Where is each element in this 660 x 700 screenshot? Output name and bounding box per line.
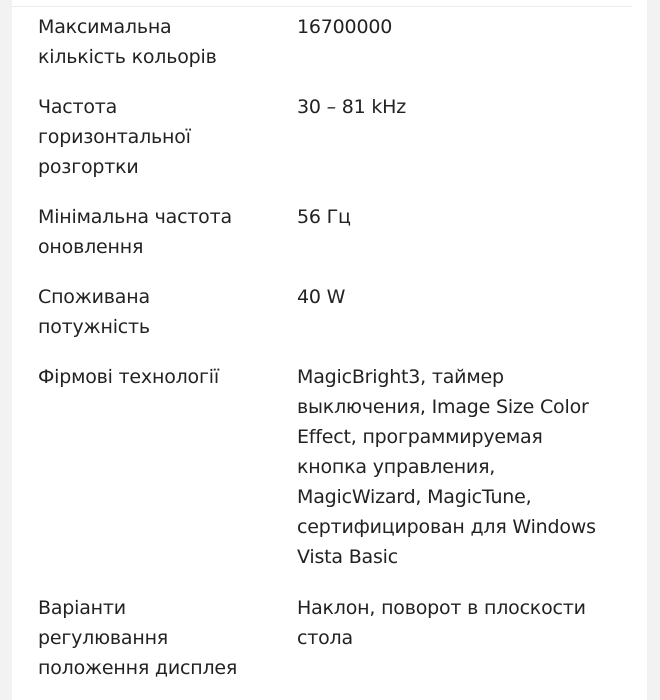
spec-value <box>297 202 632 232</box>
spec-label <box>38 593 278 683</box>
spec-label-line: Варіанти <box>38 597 126 619</box>
spec-label-line: Частота <box>38 96 118 118</box>
specifications-card <box>12 0 647 700</box>
spec-label-line: горизонтальної <box>38 126 191 148</box>
divider <box>12 6 632 7</box>
spec-value <box>297 92 632 122</box>
spec-label-line: положення дисплея <box>38 657 238 679</box>
spec-label-line: Мінімальна частота <box>38 206 232 228</box>
spec-value-line: Vista Basic <box>297 546 398 568</box>
spec-value <box>297 282 632 312</box>
spec-value-line: стола <box>297 627 353 649</box>
spec-value-line: выключения, Image Size Color <box>297 396 589 418</box>
spec-label <box>38 282 278 342</box>
spec-value-line: MagicBright3, таймер <box>297 366 504 388</box>
spec-value-line: Effect, программируемая <box>297 426 543 448</box>
spec-label-line: Споживана <box>38 286 150 308</box>
spec-label-line: потужність <box>38 316 150 338</box>
spec-label <box>38 12 278 72</box>
spec-value-line: сертифицирован для Windows <box>297 516 596 538</box>
spec-label-line: кількість кольорів <box>38 46 217 68</box>
spec-label <box>38 202 278 262</box>
spec-value <box>297 12 632 42</box>
spec-label <box>38 92 278 182</box>
spec-label-line: Максимальна <box>38 16 172 38</box>
spec-value-line: 16700000 <box>297 16 393 38</box>
spec-value <box>297 362 632 572</box>
spec-value <box>297 593 632 653</box>
spec-label-line: оновлення <box>38 236 144 258</box>
spec-label-line: регулювання <box>38 627 169 649</box>
spec-value-line: 56 Гц <box>297 206 351 228</box>
spec-label-line: Фірмові технології <box>38 366 219 388</box>
spec-label <box>38 362 278 392</box>
spec-value-line: 40 W <box>297 286 346 308</box>
spec-value-line: 30 – 81 kHz <box>297 96 407 118</box>
spec-label-line: розгортки <box>38 156 139 178</box>
spec-value-line: MagicWizard, MagicTune, <box>297 486 532 508</box>
spec-value-line: Наклон, поворот в плоскости <box>297 597 586 619</box>
spec-value-line: кнопка управления, <box>297 456 496 478</box>
